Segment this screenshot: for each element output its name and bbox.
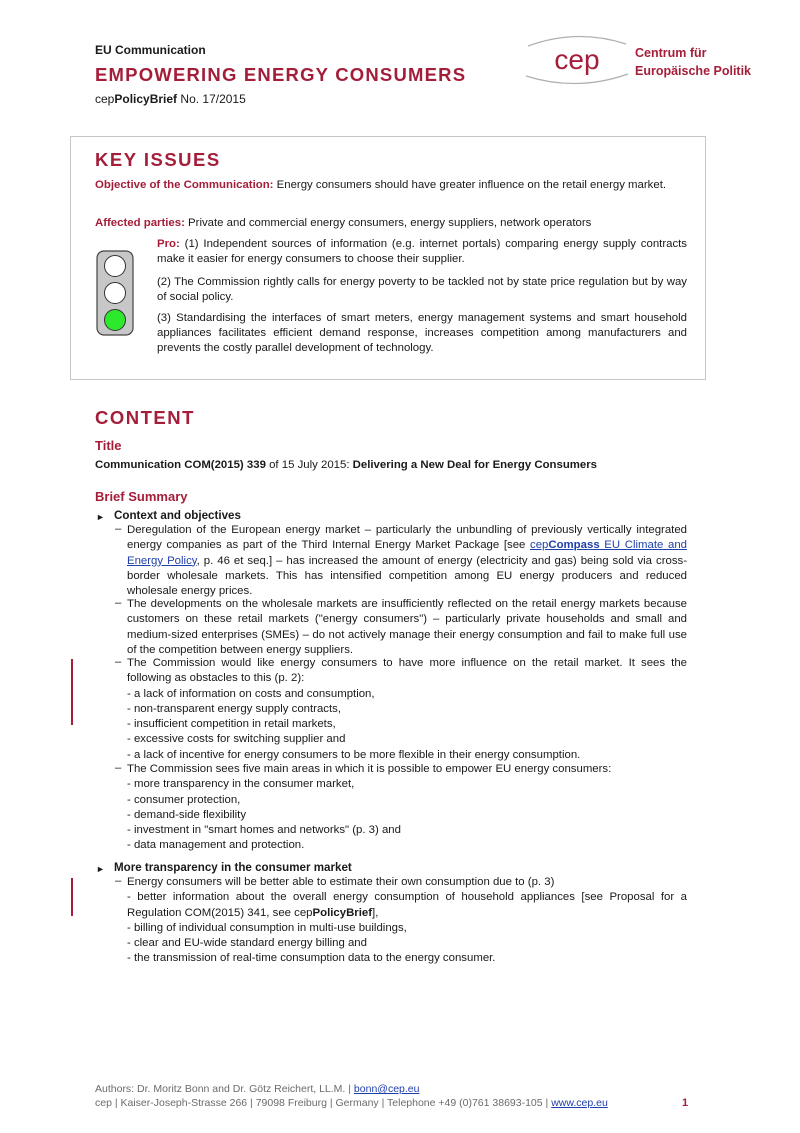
dash-marker: – [115,656,122,668]
list-item: Deregulation of the European energy market – particularly the unbundling of previously vertically integrated energy companies as part of the Third Internal Energy Market Package [see cepCompass EU Climate and Energy Policy, p. 46 et seq.] – has increased the amount of energy (electricity and gas) being sold via cross-border wholesale markets. This has intensified competition among EU energy producers and reduced wholesale energy prices. [127,524,687,598]
svg-text:cep: cep [554,44,600,75]
document-title: EMPOWERING ENERGY CONSUMERS [95,64,467,85]
main-areas-list: - more transparency in the consumer market, - consumer protection, - demand-side flexibility - investment in "smart homes and networks" (p. 3) and - data management and protection. [127,778,401,852]
dash-marker: – [115,597,122,609]
page-number: 1 [682,1097,689,1109]
author-email-link[interactable]: bonn@cep.eu [353,1083,420,1095]
dash-marker: – [115,523,122,535]
consumption-list: - better information about the overall energy consumption of household appliances [see Proposal for a Regulation COM(2015) 341, see cepPolicyBrief], - billing of individual consumption in multi-use buildings, - clear and EU-wide standard energy billing and - the transmission of real-time consumption data to the energy consumer. [127,891,687,965]
section-bullet-icon: ► [96,864,105,874]
communication-title: Communication COM(2015) 339 of 15 July 2015: Delivering a New Deal for Energy Consumers [95,459,598,471]
dash-marker: – [115,875,122,887]
key-issues-heading: KEY ISSUES [95,149,221,170]
organisation-name: Centrum für Europäische Politik [635,46,752,78]
change-bar [71,878,73,916]
list-item: The Commission would like energy consumers to have more influence on the retail market. It sees the following as obstacles to this (p. 2): - a lack of information on costs and consumption, - non-transparent energy supply contracts, - insufficient competition in retail markets, - excessive costs for switching supplier and - a lack of incentive for energy consumers to be more flexible in their energy consumption. [127,656,687,763]
traffic-light-middle [105,283,126,304]
list-item: The developments on the wholesale markets are insufficiently reflected on the retail energy markets because customers on these retail markets ("energy consumers") – particularly private households and small and medium-sized enterprises (SMEs) – do not actively manage their energy consumption and fail to make full use of the competition between energy suppliers. [127,598,687,656]
address-line: cep | Kaiser-Joseph-Strasse 266 | 79098 Freiburg | Germany | Telephone +49 (0)761 38693-105 | www.cep.eu [95,1097,608,1109]
traffic-light-bottom [105,310,126,331]
policy-brief-number: cepPolicyBrief No. 17/2015 [95,92,246,106]
change-bar [71,659,73,725]
list-item: Energy consumers will be better able to estimate their own consumption due to (p. 3) - better information about the overall energy consumption of household appliances [see Proposal for a Regulation COM(2015) 341, see cepPolicyBrief], - billing of individual consumption in multi-use buildings, - clear and EU-wide standard energy billing and - the transmission of real-time consumption data to the energy consumer. [127,875,687,967]
authors-line: Authors: Dr. Moritz Bonn and Dr. Götz Reichert, LL.M. | bonn@cep.eu [95,1083,420,1095]
affected-parties-paragraph: Affected parties: Private and commercial energy consumers, energy suppliers, network operators [95,217,592,229]
traffic-light-icon [96,250,134,336]
list-item: The Commission sees five main areas in which it is possible to empower EU energy consumers: - more transparency in the consumer market, - consumer protection, - demand-side flexibility - investment in "smart homes and networks" (p. 3) and - data management and protection. [127,762,687,854]
pro-paragraph-2: (2) The Commission rightly calls for energy poverty to be tackled not by state price regulation but by way of social policy. [157,276,687,303]
traffic-light-top [105,256,126,277]
pro-paragraph-3: (3) Standardising the interfaces of smart meters, energy management systems and smart household appliances facilitates efficient demand response, increases competition among manufacturers and prevents the costly parallel development of technology. [157,312,687,354]
brief-summary-heading: Brief Summary [95,489,188,504]
website-link[interactable]: www.cep.eu [551,1097,608,1109]
pro-paragraph-1: Pro: (1) Independent sources of information (e.g. internet portals) comparing energy supply contracts make it easier for energy consumers to choose their supplier. [157,238,687,265]
section-bullet-icon: ► [96,512,105,522]
section-heading-transparency: More transparency in the consumer market [114,861,352,874]
cep-logo-icon [522,32,632,88]
document-series: EU Communication [95,43,206,57]
content-heading: CONTENT [95,407,195,428]
cep-compass-link[interactable]: cepCompass EU Climate and Energy Policy [127,539,687,567]
title-heading: Title [95,438,122,453]
dash-marker: – [115,762,122,774]
obstacles-list: - a lack of information on costs and consumption, - non-transparent energy supply contracts, - insufficient competition in retail markets, - excessive costs for switching supplier and - a lack of incentive for energy consumers to be more flexible in their energy consumption. [127,687,581,761]
objective-paragraph: Objective of the Communication: Energy consumers should have greater influence on the retail energy market. [95,179,667,191]
section-heading-context: Context and objectives [114,509,241,522]
